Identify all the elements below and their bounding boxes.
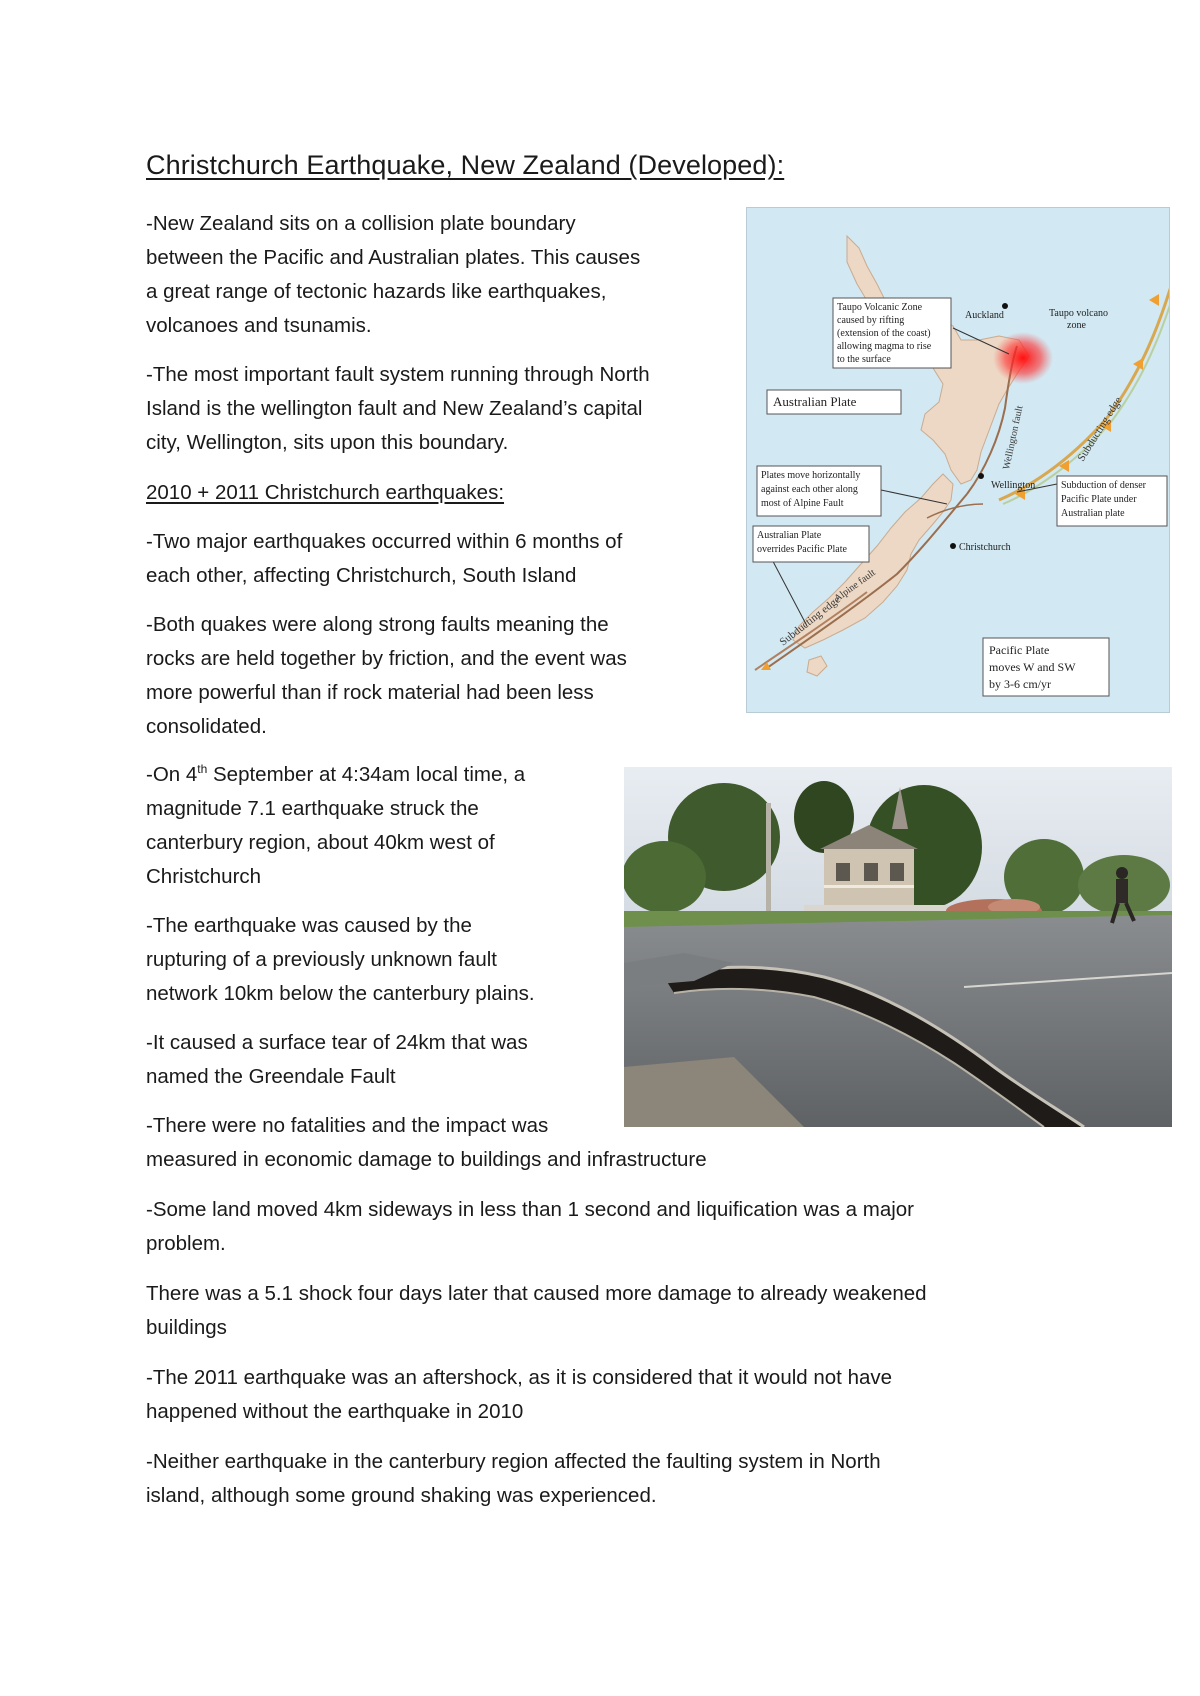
map-label: Pacific Plate under xyxy=(1061,494,1137,505)
map-label: allowing magma to rise xyxy=(837,341,932,352)
taupo-hotspot xyxy=(993,332,1053,384)
map-label: by 3-6 cm/yr xyxy=(989,677,1051,691)
southwest-trench-line xyxy=(755,592,867,670)
paragraph-aftershock-5-1 xyxy=(146,1277,927,1345)
map-label: Subduction of denser xyxy=(1061,480,1146,491)
photo-graphic xyxy=(624,767,1172,1127)
arrow-icon xyxy=(1149,294,1159,306)
map-label: Taupo Volcanic Zone xyxy=(837,302,923,313)
text-line: -The earthquake was caused by the xyxy=(146,914,472,937)
text-line: -The most important fault system running through North xyxy=(146,363,650,386)
map-label: Pacific Plate xyxy=(989,643,1050,657)
map-graphic xyxy=(747,208,1169,712)
text-line xyxy=(146,758,525,792)
auckland-dot xyxy=(1002,303,1008,309)
paragraph-north-island xyxy=(146,1445,881,1513)
text-line: -Both quakes were along strong faults meaning the xyxy=(146,613,609,636)
text-line: happened without the earthquake in 2010 xyxy=(146,1400,524,1423)
text-line: each other, affecting Christchurch, South Island xyxy=(146,564,577,587)
wellington-dot xyxy=(978,473,984,479)
map-label: (extension of the coast) xyxy=(837,328,931,339)
page-title: Christchurch Earthquake, New Zealand (Developed): xyxy=(146,150,785,180)
text-line: -There were no fatalities and the impact was xyxy=(146,1114,549,1137)
date-suffix: September at 4:34am local time, a xyxy=(207,763,526,786)
text-line: -New Zealand sits on a collision plate boundary xyxy=(146,212,576,235)
date-prefix: -On 4 xyxy=(146,763,198,786)
paragraph-plate-boundary xyxy=(146,207,640,343)
utility-pole xyxy=(766,803,771,923)
australian-plate-label: Australian Plate xyxy=(773,394,857,409)
text-line: city, Wellington, sits upon this boundary. xyxy=(146,431,509,454)
text-line: volcanoes and tsunamis. xyxy=(146,314,372,337)
map-label: Australian Plate xyxy=(757,530,822,541)
text-line: canterbury region, about 40km west of xyxy=(146,831,495,854)
paragraph-no-fatalities xyxy=(146,1109,707,1177)
paragraph-2011-aftershock xyxy=(146,1361,892,1429)
auckland-label: Auckland xyxy=(965,310,1004,321)
map-label: Plates move horizontally xyxy=(761,470,861,481)
paragraph-wellington-fault xyxy=(146,358,650,460)
subducting-edge-ne-label: Subducting edge xyxy=(1075,394,1125,464)
map-label: most of Alpine Fault xyxy=(761,498,844,509)
map-label: caused by rifting xyxy=(837,315,905,326)
text-line: rocks are held together by friction, and the event was xyxy=(146,647,627,670)
nz-tectonic-map xyxy=(746,207,1170,713)
map-label: against each other along xyxy=(761,484,858,495)
paragraph-land-moved xyxy=(146,1193,914,1261)
text-line: consolidated. xyxy=(146,715,267,738)
paragraph-strong-faults xyxy=(146,608,627,744)
christchurch-dot xyxy=(950,543,956,549)
text-line: Island is the wellington fault and New Zealand’s capital xyxy=(146,397,643,420)
text-line: named the Greendale Fault xyxy=(146,1065,396,1088)
text-line: There was a 5.1 shock four days later that caused more damage to already weakened xyxy=(146,1282,927,1305)
map-label: moves W and SW xyxy=(989,660,1076,674)
subducting-edge-sw-label: Subducting edge xyxy=(777,593,843,649)
text-line: network 10km below the canterbury plains. xyxy=(146,982,535,1005)
text-line: -The 2011 earthquake was an aftershock, as it is considered that it would not have xyxy=(146,1366,893,1389)
alpine-fault-label: Alpine fault xyxy=(832,567,878,605)
map-label: Taupo volcano xyxy=(1049,308,1109,319)
text-line: Christchurch xyxy=(146,865,262,888)
paragraph-september-quake xyxy=(146,758,525,894)
text-line: measured in economic damage to buildings and infrastructure xyxy=(146,1148,707,1171)
section-subheading: 2010 + 2011 Christchurch earthquakes: xyxy=(146,481,505,504)
earthquake-crack-photo xyxy=(624,767,1172,1127)
text-line: buildings xyxy=(146,1316,227,1339)
stewart-island-shape xyxy=(807,656,827,676)
wellington-fault-label: Wellington fault xyxy=(1001,404,1026,471)
text-line: island, although some ground shaking was experienced. xyxy=(146,1484,657,1507)
text-line: -Some land moved 4km sideways in less than 1 second and liquification was a major xyxy=(146,1198,914,1221)
ordinal-suffix: th xyxy=(197,762,208,777)
map-label: zone xyxy=(1067,320,1086,331)
text-line: magnitude 7.1 earthquake struck the xyxy=(146,797,479,820)
wellington-label: Wellington xyxy=(991,480,1036,491)
christchurch-label: Christchurch xyxy=(959,542,1011,553)
paragraph-fault-rupture xyxy=(146,909,535,1011)
map-label: overrides Pacific Plate xyxy=(757,544,847,555)
text-line: a great range of tectonic hazards like earthquakes, xyxy=(146,280,607,303)
paragraph-two-earthquakes xyxy=(146,525,622,593)
text-line: between the Pacific and Australian plates. This causes xyxy=(146,246,641,269)
text-line: problem. xyxy=(146,1232,226,1255)
map-label: Australian plate xyxy=(1061,508,1125,519)
text-line: -It caused a surface tear of 24km that was xyxy=(146,1031,528,1054)
text-line: rupturing of a previously unknown fault xyxy=(146,948,497,971)
text-line: more powerful than if rock material had been less xyxy=(146,681,594,704)
paragraph-greendale-fault xyxy=(146,1026,528,1094)
taupo-zone-label xyxy=(1049,308,1111,331)
text-line: -Neither earthquake in the canterbury region affected the faulting system in North xyxy=(146,1450,881,1473)
text-line: -Two major earthquakes occurred within 6 months of xyxy=(146,530,623,553)
map-label: to the surface xyxy=(837,354,891,365)
